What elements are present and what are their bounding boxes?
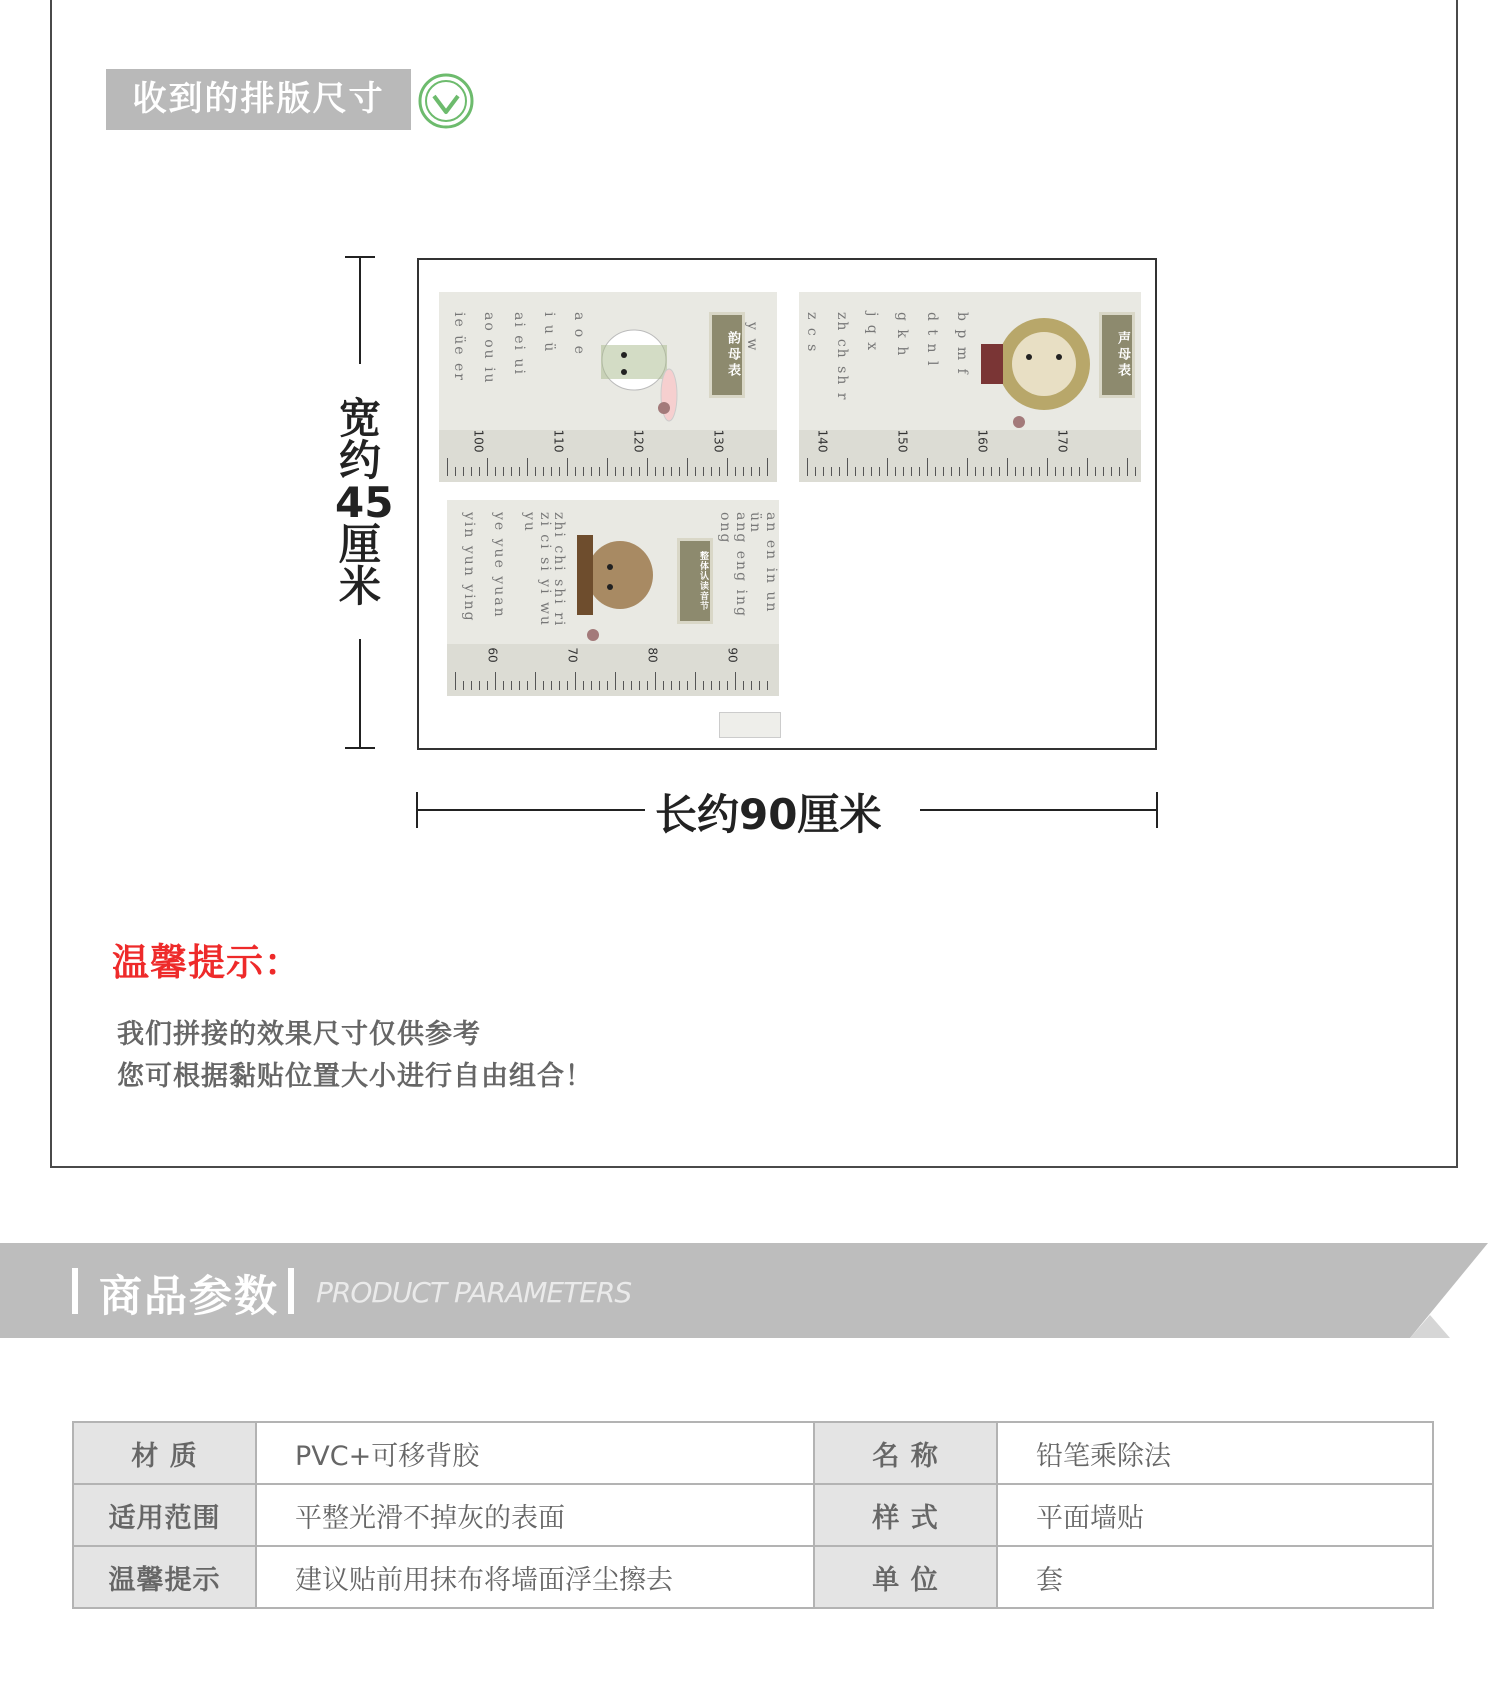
ruler-tick — [535, 672, 536, 690]
rabbit-illustration — [589, 310, 689, 425]
pinyin-column: j q x — [864, 312, 880, 353]
pinyin-column: i u ü — [541, 312, 557, 354]
ruler-tick — [711, 467, 712, 476]
ruler-tick — [647, 458, 648, 476]
ruler-tick — [1095, 467, 1096, 476]
ruler-number: 160 — [975, 429, 990, 453]
width-label: 宽约45厘米 — [335, 394, 394, 611]
ruler-tick — [455, 467, 456, 476]
params-title-en: PRODUCT PARAMETERS — [316, 1276, 632, 1309]
ruler-tick — [879, 467, 880, 476]
ruler-tick — [567, 681, 568, 690]
ruler-tick — [623, 681, 624, 690]
ruler-tick — [967, 458, 968, 476]
ruler-tick — [759, 467, 760, 476]
ruler-tick — [575, 672, 576, 690]
ruler-tick — [911, 467, 912, 476]
ruler-tick — [679, 467, 680, 476]
ruler-number: 80 — [645, 647, 660, 663]
table-row — [73, 1484, 1433, 1546]
pinyin-column: zh ch sh r — [834, 312, 850, 402]
panel-title-box — [677, 538, 713, 624]
ruler-tick — [1047, 458, 1048, 476]
ruler-number: 110 — [551, 429, 566, 453]
ruler-tick — [863, 467, 864, 476]
ruler-tick — [735, 467, 736, 476]
ruler-tick — [615, 672, 616, 690]
ruler-tick — [647, 681, 648, 690]
tips-line: 您可根据黏贴位置大小进行自由组合！ — [117, 1061, 593, 1092]
ruler-tick — [607, 681, 608, 690]
ruler-tick — [463, 681, 464, 690]
length-label: 长约90厘米 — [655, 790, 882, 839]
ruler-tick — [1079, 467, 1080, 476]
panel-title: 韵母表 — [725, 331, 740, 379]
ruler-tick — [559, 467, 560, 476]
ruler-tick — [887, 458, 888, 476]
param-key: 名 称 — [814, 1422, 997, 1484]
ruler-tick — [479, 681, 480, 690]
ruler-tick — [815, 467, 816, 476]
pinyin-column: a o e — [571, 312, 587, 356]
ruler-tick — [975, 467, 976, 476]
banner-bar-right — [288, 1268, 294, 1314]
ruler-tick — [751, 467, 752, 476]
cow-illustration — [575, 525, 675, 645]
pinyin-column: zi ci si yi wu yu — [521, 512, 553, 628]
param-key: 适用范围 — [73, 1484, 256, 1546]
ruler-tick — [471, 681, 472, 690]
ruler-number: 90 — [725, 647, 740, 663]
ruler-tick — [551, 681, 552, 690]
ruler-number: 100 — [471, 429, 486, 453]
ruler-tick — [575, 467, 576, 476]
ruler-tick — [559, 681, 560, 690]
ruler-tick — [855, 467, 856, 476]
ruler-tick — [735, 672, 736, 690]
param-value: 平整光滑不掉灰的表面 — [256, 1484, 814, 1546]
ruler-tick — [719, 467, 720, 476]
tips-title: 温馨提示： — [112, 941, 302, 984]
pinyin-column: ye yue yuan — [491, 512, 507, 619]
ruler-tick — [583, 681, 584, 690]
ruler-tick — [687, 458, 688, 476]
ruler-tick — [519, 467, 520, 476]
ruler-number: 130 — [711, 429, 726, 453]
pinyin-column: y w — [744, 322, 760, 353]
ruler-tick — [847, 458, 848, 476]
panel-title: 整体认读音节 — [698, 551, 708, 611]
param-key: 样 式 — [814, 1484, 997, 1546]
ruler-tick — [591, 467, 592, 476]
param-key: 单 位 — [814, 1546, 997, 1608]
ruler-tick — [503, 467, 504, 476]
ruler-tick — [551, 467, 552, 476]
ruler-number: 150 — [895, 429, 910, 453]
panel-title-box — [1099, 312, 1135, 398]
ruler-number: 140 — [815, 429, 830, 453]
ruler-tick — [1023, 467, 1024, 476]
ruler-tick — [671, 681, 672, 690]
ruler-tick — [727, 681, 728, 690]
ruler-tick — [455, 672, 456, 690]
ruler-tick — [759, 681, 760, 690]
ruler-tick — [767, 458, 768, 476]
ruler-tick — [703, 467, 704, 476]
ruler-tick — [487, 458, 488, 476]
params-title-cn: 商品参数 — [99, 1272, 279, 1322]
pinyin-column: b p m f — [954, 312, 970, 376]
ruler-tick — [703, 681, 704, 690]
ruler-tick — [583, 467, 584, 476]
param-value: 铅笔乘除法 — [997, 1422, 1433, 1484]
table-row — [73, 1546, 1433, 1608]
ruler-tick — [519, 681, 520, 690]
pinyin-column: z c s — [804, 312, 820, 354]
ruler-number: 60 — [485, 647, 500, 663]
pinyin-column: zhi chi shi ri — [551, 512, 567, 628]
ruler-tick — [983, 467, 984, 476]
ruler-tick — [639, 467, 640, 476]
ruler-tick — [1031, 467, 1032, 476]
ruler-tick — [527, 681, 528, 690]
sticker-layout-preview — [417, 258, 1157, 750]
ruler-tick — [1103, 467, 1104, 476]
ruler-tick — [1015, 467, 1016, 476]
ruler-tick — [1063, 467, 1064, 476]
tips-line: 我们拼接的效果尺寸仅供参考 — [117, 1019, 481, 1050]
ruler-tick — [1039, 467, 1040, 476]
param-key: 材 质 — [73, 1422, 256, 1484]
pinyin-column: g k h — [894, 312, 910, 358]
ruler-tick — [655, 672, 656, 690]
ruler-tick — [935, 467, 936, 476]
ruler-tick — [543, 681, 544, 690]
pinyin-column: ai ei ui — [511, 312, 527, 376]
pinyin-column: ao ou iu — [481, 312, 497, 385]
ruler-tick — [959, 467, 960, 476]
ruler-tick — [599, 467, 600, 476]
ruler-tick — [807, 458, 808, 476]
ruler-tick — [687, 681, 688, 690]
param-value: 建议贴前用抹布将墙面浮尘擦去 — [256, 1546, 814, 1608]
pinyin-column: d t n l — [924, 312, 940, 368]
panel-title-box — [709, 312, 745, 398]
ruler-tick — [655, 467, 656, 476]
ruler-tick — [943, 467, 944, 476]
ruler-tick — [871, 467, 872, 476]
ruler-tick — [903, 467, 904, 476]
ruler-tick — [599, 681, 600, 690]
ruler-tick — [1071, 467, 1072, 476]
ruler-tick — [831, 467, 832, 476]
small-sticker-strip — [719, 712, 781, 738]
ruler-tick — [1127, 458, 1128, 476]
ruler-tick — [463, 467, 464, 476]
sticker-panel-initials — [799, 292, 1141, 482]
ruler-tick — [679, 681, 680, 690]
ruler-tick — [543, 467, 544, 476]
ruler-number: 120 — [631, 429, 646, 453]
ruler — [439, 430, 777, 482]
ruler-tick — [503, 681, 504, 690]
ruler-tick — [511, 681, 512, 690]
banner-bar-left — [72, 1268, 78, 1314]
ruler-tick — [487, 681, 488, 690]
ruler-tick — [663, 467, 664, 476]
ruler-number: 70 — [565, 647, 580, 663]
ruler-tick — [751, 681, 752, 690]
ruler-tick — [991, 467, 992, 476]
ruler-tick — [919, 467, 920, 476]
ruler-tick — [767, 681, 768, 690]
ruler-tick — [743, 467, 744, 476]
ruler-tick — [823, 467, 824, 476]
check-circle-icon — [417, 72, 475, 130]
ruler-tick — [495, 467, 496, 476]
ruler-tick — [511, 467, 512, 476]
ruler-tick — [663, 681, 664, 690]
pinyin-column: yin yun ying — [461, 512, 477, 623]
ruler-number: 170 — [1055, 429, 1070, 453]
ruler-tick — [671, 467, 672, 476]
param-value: 平面墙贴 — [997, 1484, 1433, 1546]
ruler-tick — [471, 467, 472, 476]
ruler-tick — [567, 458, 568, 476]
ruler-tick — [615, 467, 616, 476]
ruler-tick — [1119, 467, 1120, 476]
pinyin-column: ie üe er — [451, 312, 467, 382]
ruler-tick — [527, 458, 528, 476]
ruler-tick — [591, 681, 592, 690]
ruler-tick — [895, 467, 896, 476]
ruler-tick — [447, 458, 448, 476]
ruler-tick — [999, 467, 1000, 476]
ruler-tick — [1135, 467, 1136, 476]
params-table — [72, 1421, 1434, 1609]
ruler-tick — [607, 458, 608, 476]
ruler-tick — [631, 681, 632, 690]
ruler-tick — [631, 467, 632, 476]
sticker-panel-finals — [439, 292, 777, 482]
layout-section-title: 收到的排版尺寸 — [106, 69, 411, 130]
ruler-tick — [743, 681, 744, 690]
pinyin-column: ang eng ing ong — [717, 512, 749, 618]
ruler-tick — [719, 681, 720, 690]
table-row — [73, 1422, 1433, 1484]
ruler-tick — [639, 681, 640, 690]
param-value: 套 — [997, 1546, 1433, 1608]
lion-illustration — [979, 302, 1099, 432]
ruler-tick — [727, 458, 728, 476]
sticker-panel-syllables — [447, 500, 779, 696]
ruler-tick — [1007, 458, 1008, 476]
ruler-tick — [711, 681, 712, 690]
ruler-tick — [535, 467, 536, 476]
ruler-tick — [495, 672, 496, 690]
ruler-tick — [623, 467, 624, 476]
ruler-tick — [1111, 467, 1112, 476]
param-value: PVC+可移背胶 — [256, 1422, 814, 1484]
ruler-tick — [1087, 458, 1088, 476]
ruler-tick — [1055, 467, 1056, 476]
panel-title: 声母表 — [1115, 331, 1130, 379]
ruler-tick — [479, 467, 480, 476]
ruler-tick — [927, 458, 928, 476]
ruler-tick — [839, 467, 840, 476]
ruler-tick — [951, 467, 952, 476]
pinyin-column: an en in un ün — [747, 512, 779, 614]
ruler-tick — [695, 467, 696, 476]
ruler — [799, 430, 1141, 482]
ruler-tick — [695, 672, 696, 690]
param-key: 温馨提示 — [73, 1546, 256, 1608]
